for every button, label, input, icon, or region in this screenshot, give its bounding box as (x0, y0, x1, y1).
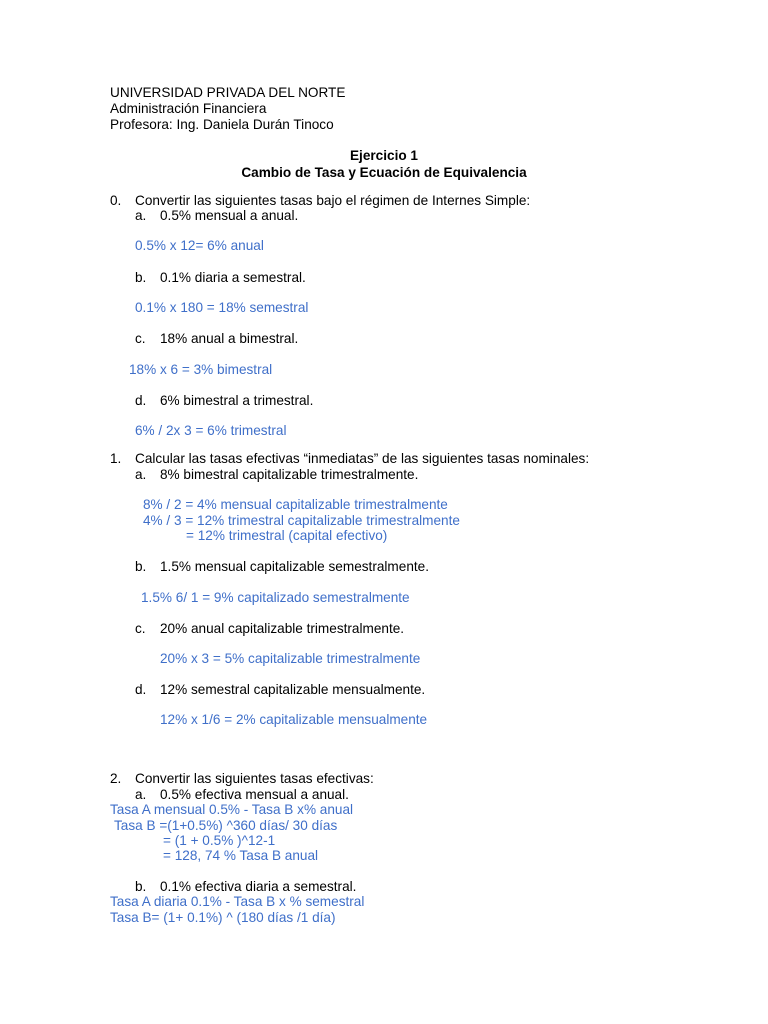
course-name: Administración Financiera (110, 101, 267, 116)
item-answer: 0.5% x 12= 6% anual (135, 238, 264, 253)
section-prompt: Convertir las siguientes tasas efectivas: (135, 771, 374, 786)
exercise-subtitle: Cambio de Tasa y Ecuación de Equivalencia (241, 165, 527, 180)
section-number: 2. (110, 771, 122, 786)
item-answer: = 128, 74 % Tasa B anual (163, 848, 319, 863)
item-answer: Tasa B= (1+ 0.1%) ^ (180 días /1 día) (110, 910, 336, 925)
item-letter: a. (135, 208, 147, 223)
item-text: 6% bimestral a trimestral. (160, 393, 314, 408)
item-letter: a. (135, 787, 147, 802)
item-text: 0.1% diaria a semestral. (160, 270, 306, 285)
item-letter: c. (135, 621, 146, 636)
item-answer: Tasa A mensual 0.5% - Tasa B x% anual (110, 802, 354, 817)
section-prompt: Calcular las tasas efectivas “inmediatas” de las siguientes tasas nominales: (135, 451, 590, 466)
item-answer: 18% x 6 = 3% bimestral (129, 362, 273, 377)
item-answer: 1.5% 6/ 1 = 9% capitalizado semestralmente (141, 590, 410, 605)
item-answer: 8% / 2 = 4% mensual capitalizable trimestralmente (143, 497, 448, 512)
item-answer: Tasa A diaria 0.1% - Tasa B x % semestral (110, 894, 365, 909)
item-text: 8% bimestral capitalizable trimestralmente. (160, 467, 419, 482)
item-text: 20% anual capitalizable trimestralmente. (160, 621, 405, 636)
item-letter: a. (135, 467, 147, 482)
section-number: 1. (110, 451, 122, 466)
item-letter: b. (135, 559, 147, 574)
item-text: 0.1% efectiva diaria a semestral. (160, 879, 357, 894)
item-answer: 4% / 3 = 12% trimestral capitalizable trimestralmente (143, 513, 460, 528)
item-answer: 20% x 3 = 5% capitalizable trimestralmente (160, 651, 421, 666)
item-answer: 0.1% x 180 = 18% semestral (135, 300, 309, 315)
item-answer: Tasa B =(1+0.5%) ^360 días/ 30 días (114, 818, 338, 833)
item-answer: 6% / 2x 3 = 6% trimestral (135, 423, 287, 438)
item-text: 12% semestral capitalizable mensualmente. (160, 682, 426, 697)
item-answer: 12% x 1/6 = 2% capitalizable mensualmente (160, 712, 428, 727)
teacher-name: Profesora: Ing. Daniela Durán Tinoco (110, 117, 334, 132)
item-text: 0.5% efectiva mensual a anual. (160, 787, 349, 802)
item-text: 1.5% mensual capitalizable semestralmente. (160, 559, 429, 574)
item-text: 0.5% mensual a anual. (160, 208, 299, 223)
item-letter: c. (135, 331, 146, 346)
item-letter: b. (135, 879, 147, 894)
item-answer: = (1 + 0.5% )^12-1 (163, 833, 276, 848)
section-prompt: Convertir las siguientes tasas bajo el régimen de Internes Simple: (135, 193, 531, 208)
section-number: 0. (110, 193, 122, 208)
item-letter: d. (135, 682, 147, 697)
item-letter: d. (135, 393, 147, 408)
item-letter: b. (135, 270, 147, 285)
item-text: 18% anual a bimestral. (160, 331, 299, 346)
item-answer: = 12% trimestral (capital efectivo) (186, 528, 388, 543)
exercise-title: Ejercicio 1 (349, 148, 418, 163)
university-name: UNIVERSIDAD PRIVADA DEL NORTE (110, 85, 346, 100)
